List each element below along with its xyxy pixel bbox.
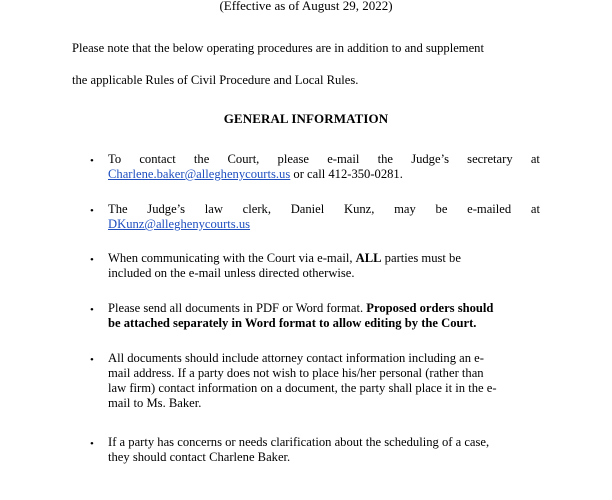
word: Daniel [290,202,325,216]
word: Judge’s [411,152,449,166]
phone-text: or call 412-350-0281. [290,167,403,181]
item-emphasis: be attached separately in Word format to allow editing by the Court. [108,316,477,330]
bullet-icon: • [90,438,94,450]
word: the [377,152,393,166]
intro-line-1: Please note that the below operating procedures are in addition to and supplement [72,41,484,55]
item-text: All documents should include attorney contact information including an e- [108,351,484,365]
item-text: they should contact Charlene Baker. [108,450,291,464]
item-text: If a party has concerns or needs clarification about the scheduling of a case, [108,435,490,449]
bullet-icon: • [90,205,94,217]
list-item-email-parties [108,251,540,281]
justified-line [108,202,540,217]
secretary-email-link[interactable]: Charlene.baker@alleghenycourts.us [108,167,291,181]
word: Judge’s [147,202,186,216]
word: law [204,202,223,216]
list-item-scheduling [108,435,540,465]
word: Court, [227,152,260,166]
list-item-law-clerk [108,202,540,232]
bullet-icon: • [90,155,94,167]
item-text: mail to Ms. Baker. [108,396,202,410]
effective-date: (Effective as of August 29, 2022) [219,0,393,13]
bullet-icon: • [90,254,94,266]
bullet-icon: • [90,304,94,316]
word: be [435,202,448,216]
word: To [108,152,122,166]
word: at [530,152,540,166]
justified-line [108,152,540,167]
word: e-mailed [467,202,512,216]
item-emphasis: Proposed orders should [366,301,494,315]
item-text: parties must be [381,251,461,265]
item-text: Please send all documents in PDF or Word format. [108,301,367,315]
word: the [193,152,210,166]
item-emphasis: ALL [355,251,382,265]
word: The [108,202,128,216]
word: at [530,202,540,216]
list-item-contact-info [108,351,540,411]
word: clerk, [242,202,271,216]
word: please [277,152,310,166]
list-item-contact-court [108,152,540,182]
word: may [394,202,416,216]
item-text: law firm) contact information on a document, the party shall place it in the e- [108,381,497,395]
section-heading: GENERAL INFORMATION [223,111,389,126]
item-text: When communicating with the Court via e-mail, [108,251,356,265]
clerk-email-link[interactable]: DKunz@alleghenycourts.us [108,217,251,231]
list-item-document-format [108,301,540,331]
item-text: included on the e-mail unless directed otherwise. [108,266,355,280]
word: secretary [467,152,513,166]
item-text: mail address. If a party does not wish to place his/her personal (rather than [108,366,484,380]
word: e-mail [327,152,360,166]
bullet-icon: • [90,354,94,366]
word: Kunz, [343,202,375,216]
intro-line-2: the applicable Rules of Civil Procedure and Local Rules. [72,73,359,87]
word: contact [139,152,176,166]
